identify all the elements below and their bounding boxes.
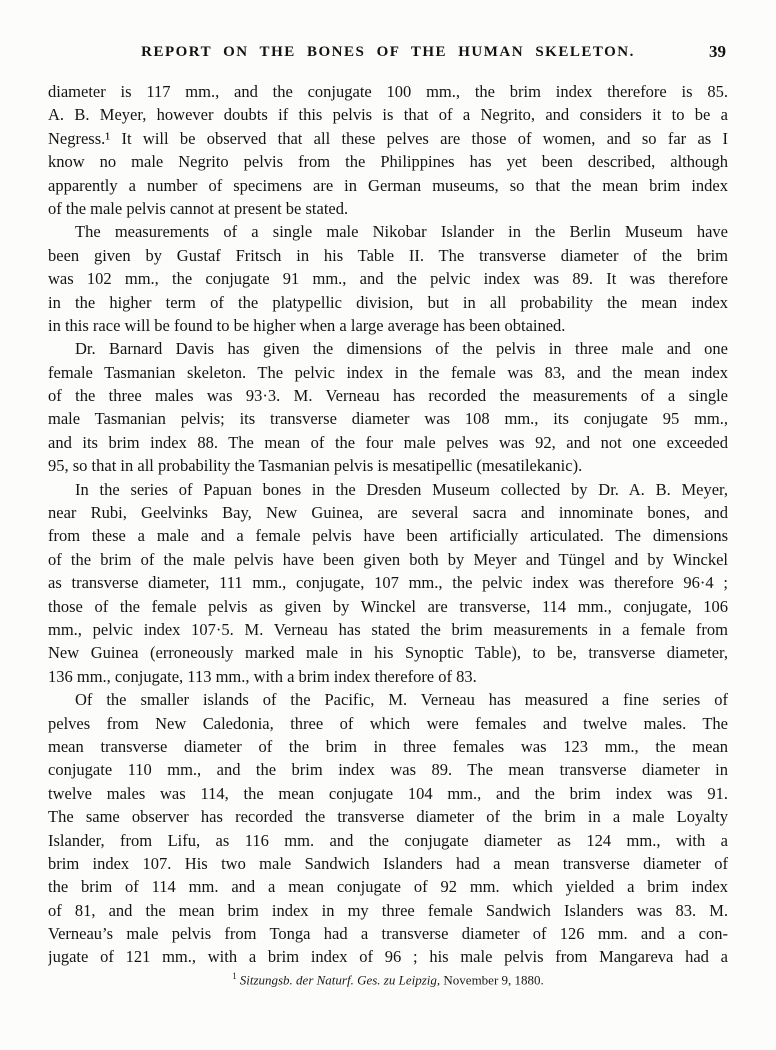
paragraph [48, 688, 728, 969]
text-line: those of the female pelvis as given by Winckel are transverse, 114 mm., conjugate, 106 [48, 596, 728, 616]
text-line: the brim of 114 mm. and a mean conjugate of 92 mm. which yielded a brim index [48, 877, 728, 897]
text-line: of the three males was 93·3. M. Verneau has recorded the measurements of a single [48, 386, 728, 406]
text-line: as transverse diameter, 111 mm., conjugate, 107 mm., the pelvic index was therefore 96·4 ; [48, 573, 728, 593]
text-line: in the higher term of the platypellic division, but in all probability the mean index [48, 292, 728, 312]
text-line: brim index 107. His two male Sandwich Islanders had a mean transverse diameter of [48, 853, 728, 873]
text-line: and its brim index 88. The mean of the four male pelves was 92, and not one exceeded [48, 432, 728, 452]
footnote-date: November 9, 1880. [440, 972, 544, 988]
text-line: from these a male and a female pelvis have been artificially articulated. The dimensions [48, 526, 728, 546]
text-line: pelves from New Caledonia, three of which were females and twelve males. The [48, 713, 728, 733]
text-line: conjugate 110 mm., and the brim index was 89. The mean transverse diameter in [48, 760, 728, 780]
text-line: of 81, and the mean brim index in my three female Sandwich Islanders was 83. M. [48, 900, 728, 920]
text-line: of the brim of the male pelvis have been given both by Meyer and Tüngel and by Winckel [48, 549, 728, 569]
body-text [48, 80, 728, 969]
text-line: New Guinea (erroneously marked male in his Synoptic Table), to be, transverse diameter, [48, 643, 728, 663]
footnote [48, 971, 728, 988]
text-line: Of the smaller islands of the Pacific, M. Verneau has measured a fine series of [75, 690, 728, 710]
text-line: 136 mm., conjugate, 113 mm., with a brim index therefore of 83. [48, 666, 477, 686]
paragraph [48, 337, 728, 477]
text-line: was 102 mm., the conjugate 91 mm., and the pelvic index was 89. It was therefore [48, 269, 728, 289]
text-line: A. B. Meyer, however doubts if this pelvis is that of a Negrito, and considers it to be a [48, 105, 728, 125]
text-line: in this race will be found to be higher when a large average has been obtained. [48, 315, 566, 335]
text-line: 95, so that in all probability the Tasmanian pelvis is mesatipellic (mesatilekanic). [48, 456, 583, 476]
running-title: REPORT ON THE BONES OF THE HUMAN SKELETON. [141, 44, 635, 60]
text-line: near Rubi, Geelvinks Bay, New Guinea, are several sacra and innominate bones, and [48, 503, 728, 523]
text-line: twelve males was 114, the mean conjugate 104 mm., and the brim index was 91. [48, 783, 728, 803]
text-line: The measurements of a single male Nikobar Islander in the Berlin Museum have [75, 222, 728, 242]
text-line: male Tasmanian pelvis; its transverse diameter was 108 mm., its conjugate 95 mm., [48, 409, 728, 429]
text-line: diameter is 117 mm., and the conjugate 100 mm., the brim index therefore is 85. [48, 82, 728, 101]
footnote-marker: 1 [232, 971, 237, 981]
paragraph [48, 80, 728, 220]
text-line: know no male Negrito pelvis from the Philippines has yet been described, although [48, 152, 728, 172]
text-line: female Tasmanian skeleton. The pelvic index in the female was 83, and the mean index [48, 362, 728, 382]
paragraph [48, 478, 728, 689]
text-line: Islander, from Lifu, as 116 mm. and the conjugate diameter as 124 mm., with a [48, 830, 728, 850]
text-line: apparently a number of specimens are in German museums, so that the mean brim index [48, 175, 728, 195]
paragraph [48, 220, 728, 337]
text-line: The same observer has recorded the transverse diameter of the brim in a male Loyalty [48, 807, 728, 827]
footnote-source: Sitzungsb. der Naturf. Ges. zu Leipzig, [239, 972, 441, 988]
text-line: Dr. Barnard Davis has given the dimensions of the pelvis in three male and one [75, 339, 728, 359]
text-line: Verneau’s male pelvis from Tonga had a transverse diameter of 126 mm. and a con- [48, 924, 728, 944]
text-line: jugate of 121 mm., with a brim index of 96 ; his male pelvis from Mangareva had a [48, 947, 728, 967]
text-line: mm., pelvic index 107·5. M. Verneau has stated the brim measurements in a female from [48, 619, 728, 639]
page-header [48, 44, 728, 66]
text-line: mean transverse diameter of the brim in three females was 123 mm., the mean [48, 736, 728, 756]
text-line: been given by Gustaf Fritsch in his Table II. The transverse diameter of the brim [48, 245, 728, 265]
text-line: of the male pelvis cannot at present be stated. [48, 198, 349, 218]
text-line: Negress.¹ It will be observed that all these pelves are those of women, and so far as I [48, 128, 728, 148]
page-number: 39 [709, 42, 726, 61]
text-line: In the series of Papuan bones in the Dresden Museum collected by Dr. A. B. Meyer, [75, 479, 728, 499]
